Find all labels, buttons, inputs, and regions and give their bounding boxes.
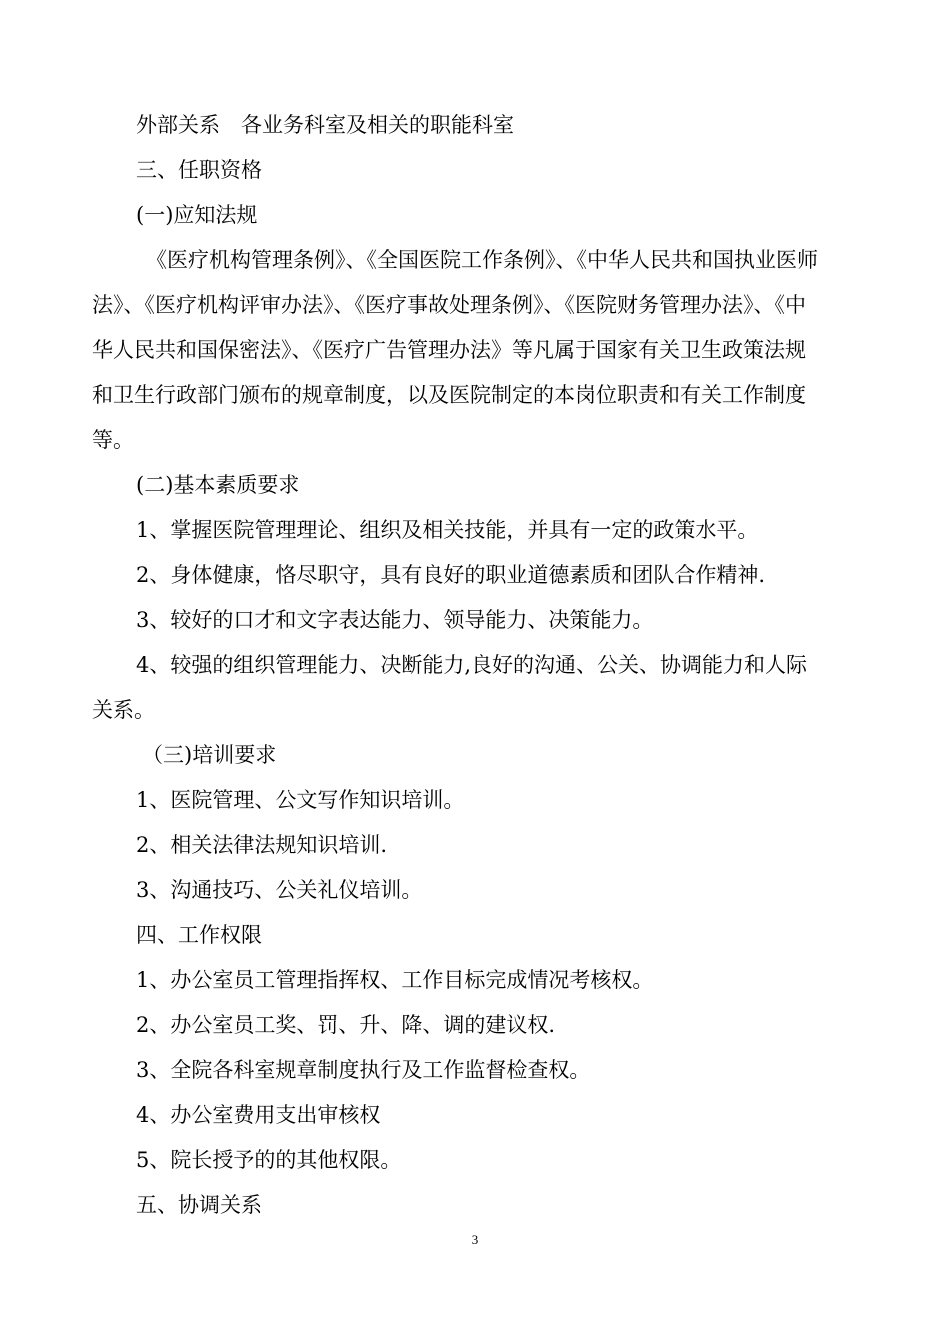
list-item: 3、较好的口才和文字表达能力、领导能力、决策能力。 bbox=[136, 608, 654, 632]
section-heading-coordination: 五、协调关系 bbox=[136, 1193, 262, 1217]
paragraph-line: 等。 bbox=[92, 428, 134, 452]
list-item: 1、医院管理、公文写作知识培训。 bbox=[136, 788, 465, 812]
section-heading-qualifications: 三、任职资格 bbox=[136, 158, 262, 182]
regulations-paragraph bbox=[92, 238, 862, 463]
list-item: 2、办公室员工奖、罚、升、降、调的建议权. bbox=[136, 1013, 556, 1037]
paragraph-line: 关系。 bbox=[92, 698, 155, 722]
paragraph-line: 华人民共和国保密法》、《医疗广告管理办法》等凡属于国家有关卫生政策法规 bbox=[92, 338, 806, 362]
document-body bbox=[92, 103, 862, 1228]
list-item: 1、办公室员工管理指挥权、工作目标完成情况考核权。 bbox=[136, 968, 654, 992]
list-item-wrapped bbox=[92, 643, 862, 733]
list-item: 2、相关法律法规知识培训. bbox=[136, 833, 388, 857]
subsection-heading-basic-quality: (二)基本素质要求 bbox=[136, 473, 300, 497]
list-item: 5、院长授予的的其他权限。 bbox=[136, 1148, 402, 1172]
page-number: 3 bbox=[471, 1232, 479, 1247]
section-heading-authority: 四、工作权限 bbox=[136, 923, 262, 947]
list-item: 1、掌握医院管理理论、组织及相关技能，并具有一定的政策水平。 bbox=[136, 518, 759, 542]
list-item: 3、全院各科室规章制度执行及工作监督检查权。 bbox=[136, 1058, 591, 1082]
subsection-heading-training: （三)培训要求 bbox=[142, 743, 277, 767]
paragraph-line: 《医疗机构管理条例》、《全国医院工作条例》、《中华人民共和国执业医师 bbox=[146, 248, 818, 272]
paragraph-line: 法》、《医疗机构评审办法》、《医疗事故处理条例》、《医院财务管理办法》、《中 bbox=[92, 293, 806, 317]
list-item: 4、办公室费用支出审核权 bbox=[136, 1103, 381, 1127]
paragraph-line: 和卫生行政部门颁布的规章制度，以及医院制定的本岗位职责和有关工作制度 bbox=[92, 383, 806, 407]
external-relations-line: 外部关系 各业务科室及相关的职能科室 bbox=[136, 113, 514, 137]
list-item: 3、沟通技巧、公关礼仪培训。 bbox=[136, 878, 423, 902]
list-item: 2、身体健康，恪尽职守，具有良好的职业道德素质和团队合作精神. bbox=[136, 563, 766, 587]
subsection-heading-regulations: (一)应知法规 bbox=[136, 203, 258, 227]
paragraph-line: 4、较强的组织管理能力、决断能力,良好的沟通、公关、协调能力和人际 bbox=[136, 653, 808, 677]
